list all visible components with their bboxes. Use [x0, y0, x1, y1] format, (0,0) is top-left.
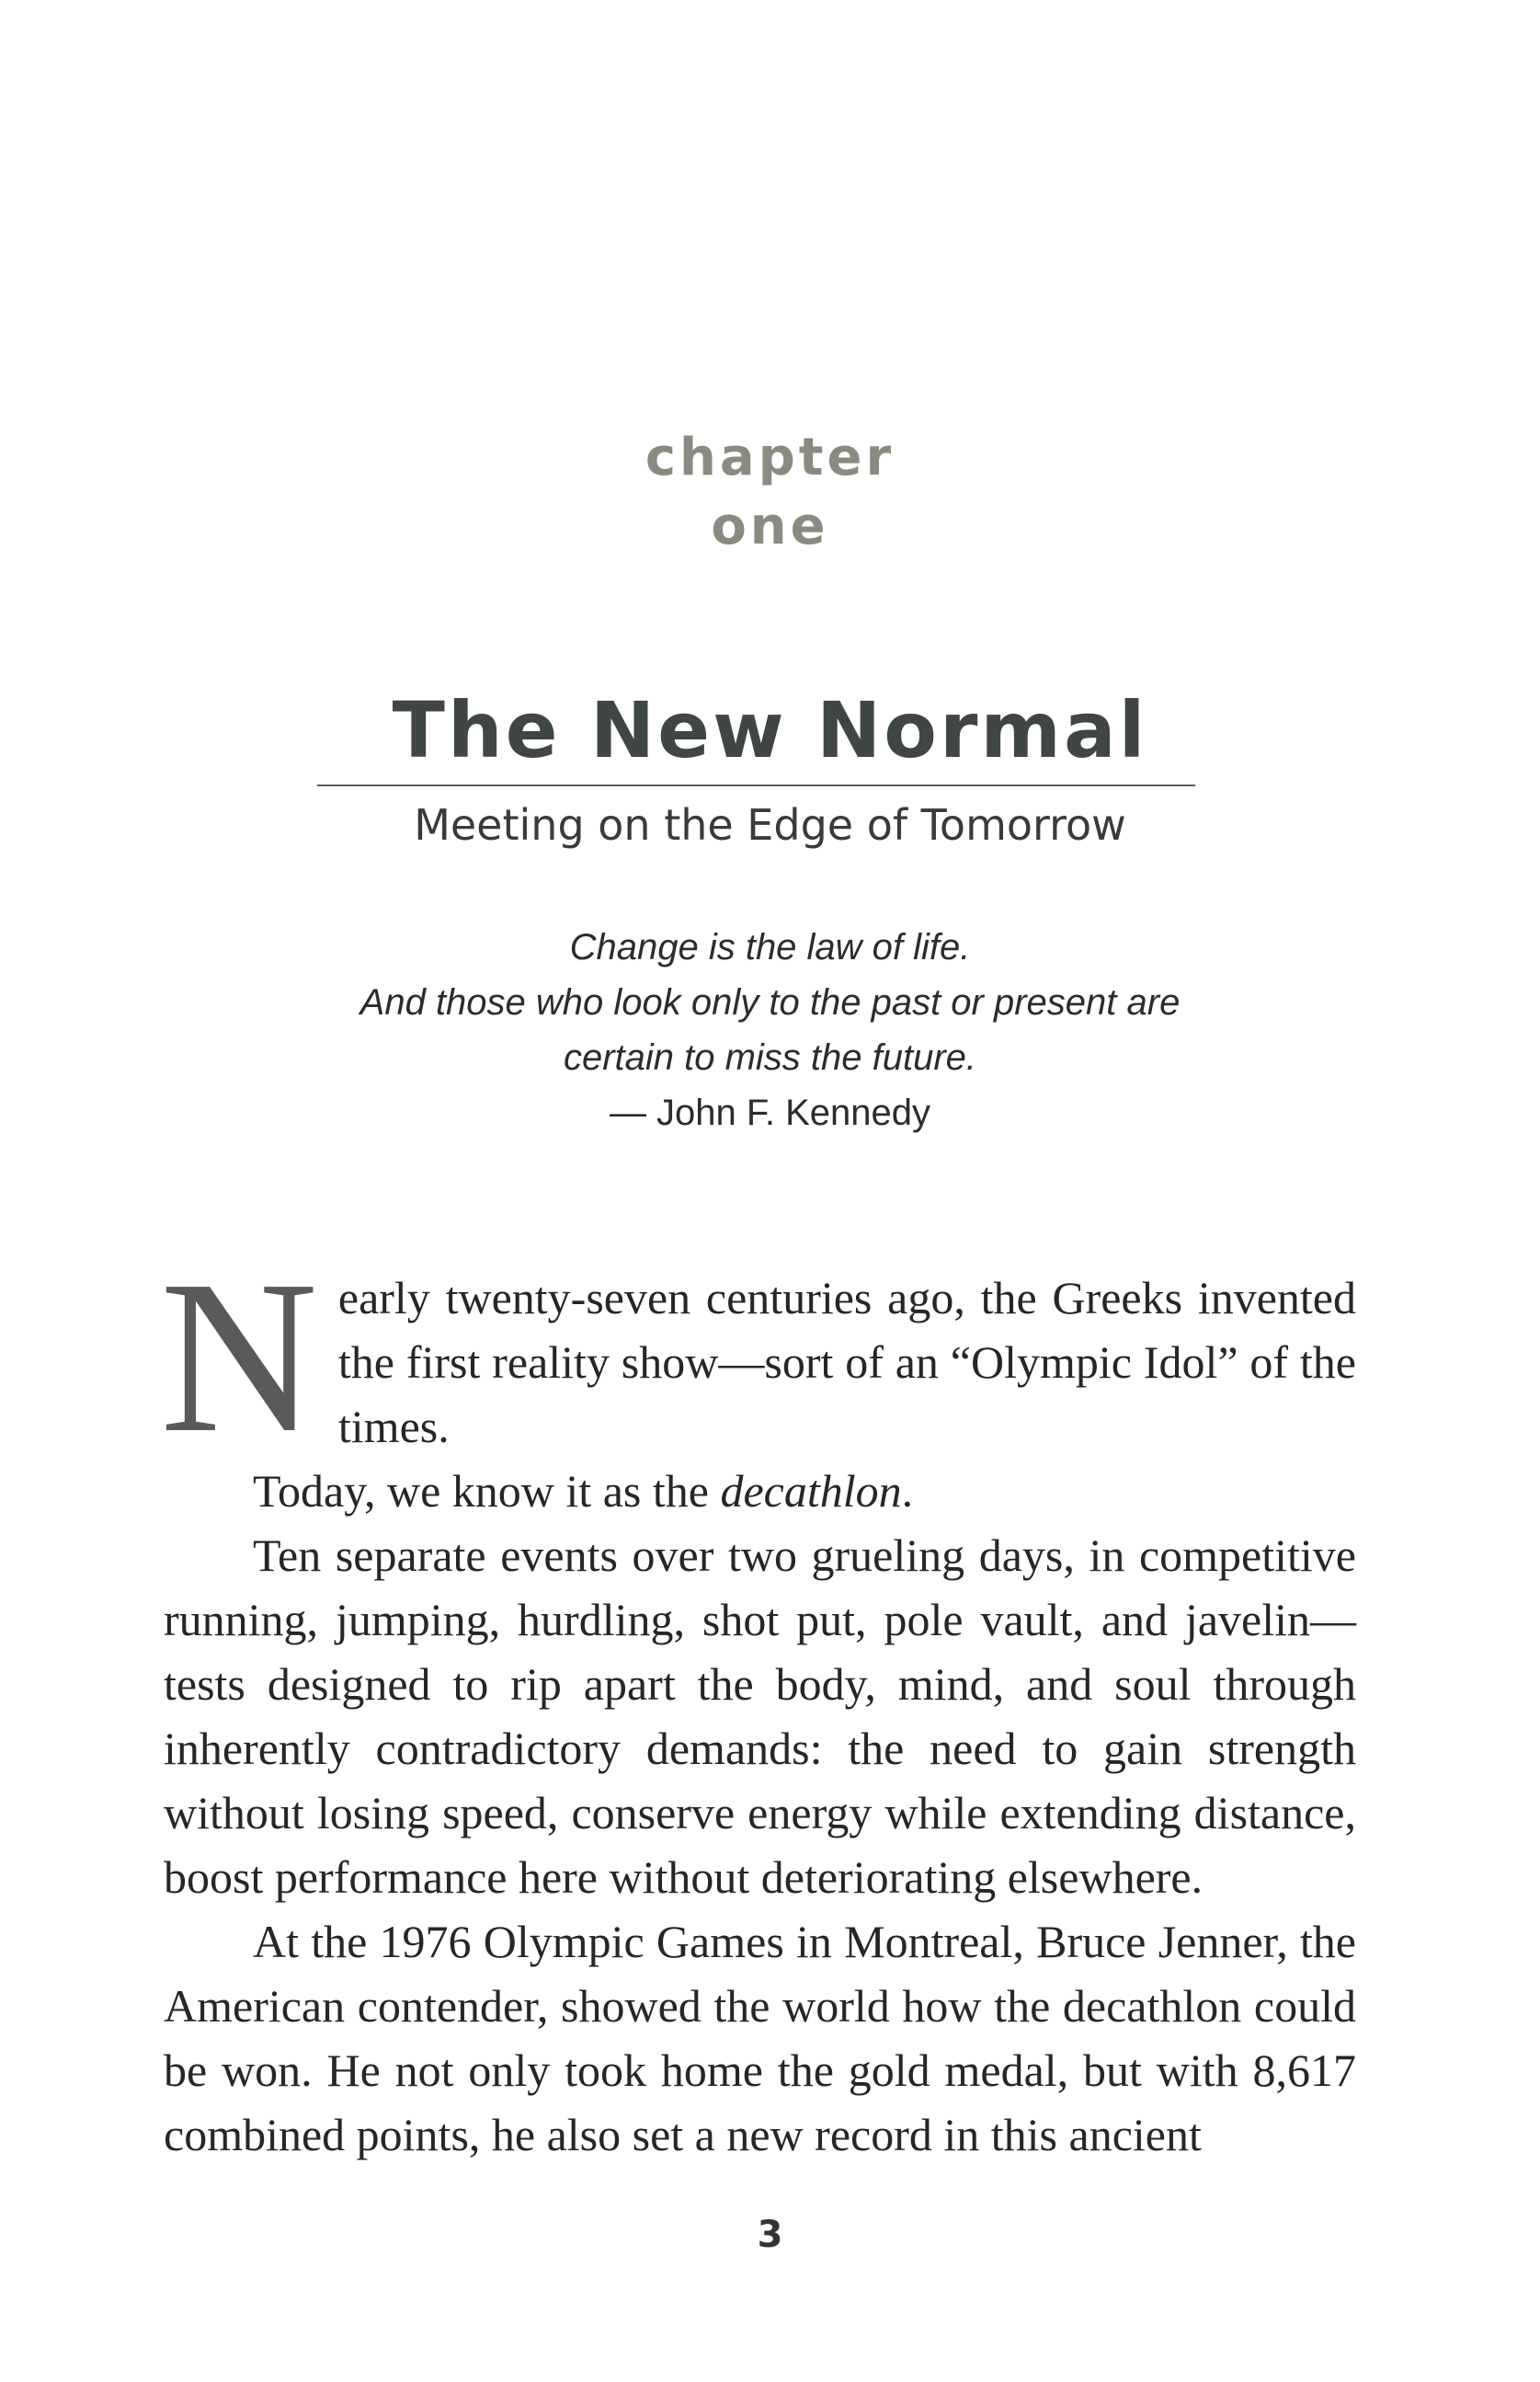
- epigraph: [0, 920, 1540, 1140]
- paragraph-1: [160, 1236, 1356, 1478]
- chapter-label: chapter: [645, 428, 895, 487]
- epigraph-line: And those who look only to the past or present are: [359, 982, 1181, 1023]
- epigraph-line: Change is the law of life.: [569, 927, 971, 968]
- drop-cap: N: [160, 1236, 318, 1478]
- paragraph-2: [164, 1459, 1356, 1523]
- chapter-title: The New Normal: [392, 685, 1148, 775]
- chapter-number: one: [711, 497, 829, 556]
- emphasis-text: decathlon: [720, 1465, 902, 1517]
- chapter-subtitle: Meeting on the Edge of Tomorrow: [414, 800, 1126, 850]
- page-number: 3: [757, 2214, 783, 2256]
- paragraph-text: early twenty-seven centuries ago, the Greeks invented the first reality show—sort of an “Olympic Idol” of the times.: [337, 1272, 1356, 1452]
- paragraph-text: .: [901, 1465, 914, 1517]
- body-text: [160, 1236, 1356, 2167]
- title-underline: [317, 784, 1195, 786]
- paragraph-3: Ten separate events over two grueling days, in competitive running, jumping, hurdling, shot put, pole vault, and javelin—tests designed to rip apart the body, mind, and soul through inherently contradictory demands: the need to gain strength without losing speed, conserve energy while extending distance, boost performance here without deteriorating elsewhere.: [164, 1529, 1356, 1903]
- epigraph-attribution: — John F. Kennedy: [609, 1093, 931, 1133]
- epigraph-line: certain to miss the future.: [563, 1037, 977, 1078]
- paragraph-text: Today, we know it as the: [253, 1465, 721, 1517]
- paragraph-4: At the 1976 Olympic Games in Montreal, Bruce Jenner, the American contender, showed the world how the decathlon could be won. He not only took home the gold medal, but with 8,617 combined points, he also set a new record in this ancient: [164, 1916, 1356, 2160]
